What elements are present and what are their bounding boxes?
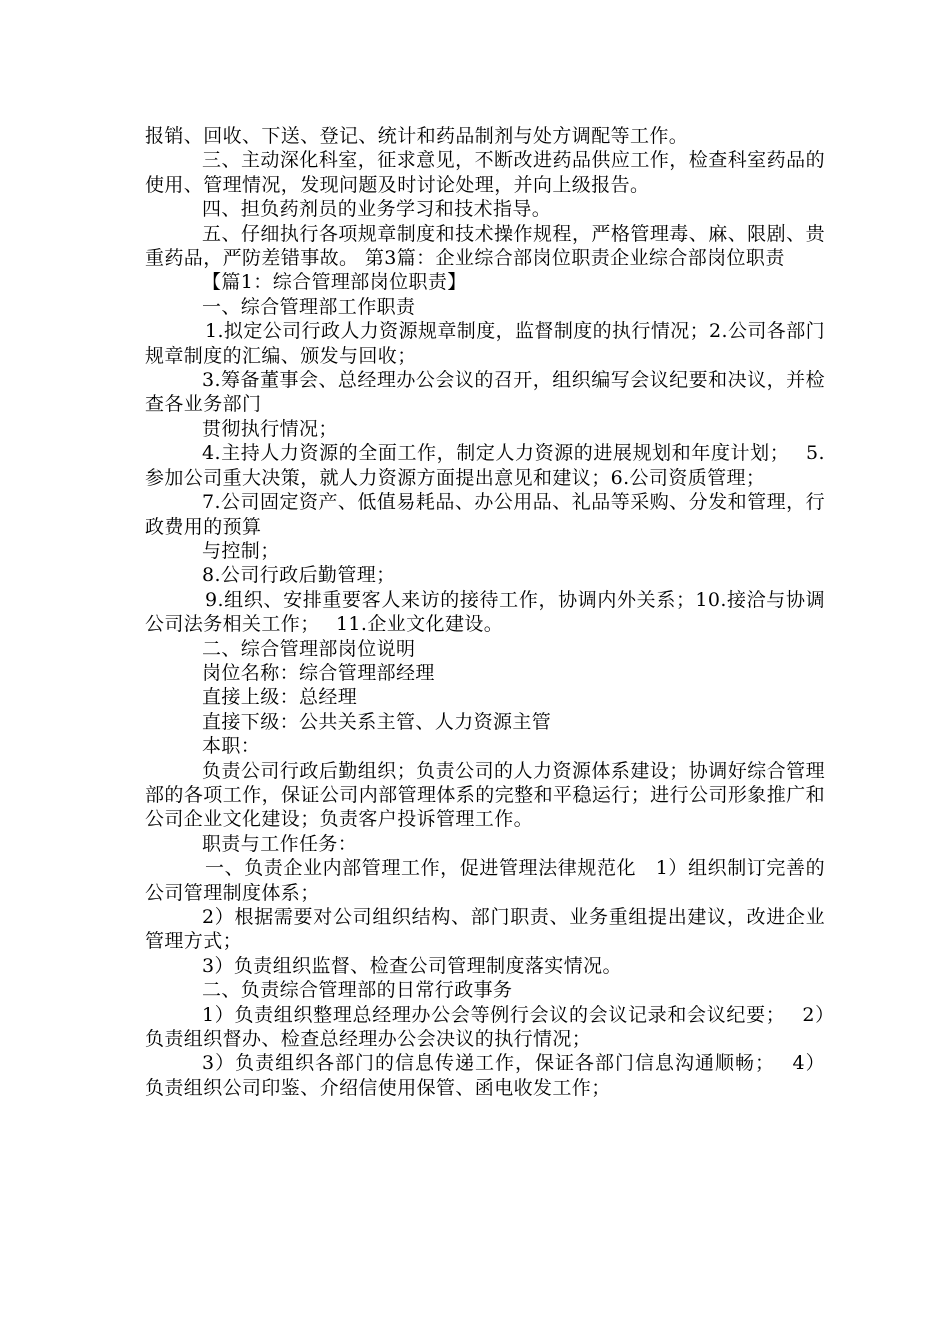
- paragraph: 9.组织、安排重要客人来访的接待工作，协调内外关系；10.接洽与协调公司法务相关工作； 11.企业文化建设。: [145, 588, 825, 636]
- paragraph: 4.主持人力资源的全面工作，制定人力资源的进展规划和年度计划； 5.参加公司重大决策，就人力资源方面提出意见和建议；6.公司资质管理；: [145, 442, 825, 489]
- paragraph: 报销、回收、下送、登记、统计和药品制剂与处方调配等工作。: [145, 125, 689, 147]
- paragraph: 二、负责综合管理部的日常行政事务: [202, 979, 513, 1002]
- paragraph: 岗位名称：综合管理部经理: [202, 661, 435, 684]
- paragraph: 负责公司行政后勤组织；负责公司的人力资源体系建设；协调好综合管理部的各项工作，保证公司内部管理体系的完整和平稳运行；进行公司形象推广和公司企业文化建设；负责客户投诉管理工作。: [145, 759, 825, 831]
- document-body: [145, 124, 825, 1100]
- paragraph: 与控制；: [202, 539, 280, 562]
- paragraph: 【篇1：综合管理部岗位职责】: [202, 271, 467, 294]
- paragraph: 1）负责组织整理总经理办公会等例行会议的会议记录和会议纪要； 2）负责组织督办、检查总经理办公会决议的执行情况；: [145, 1003, 825, 1051]
- paragraph: 3）负责组织监督、检查公司管理制度落实情况。: [202, 954, 622, 977]
- paragraph: 8.公司行政后勤管理；: [202, 564, 396, 587]
- paragraph: 四、担负药剂员的业务学习和技术指导。: [202, 198, 552, 221]
- paragraph: 2）根据需要对公司组织结构、部门职责、业务重组提出建议，改进企业管理方式；: [145, 906, 825, 953]
- paragraph: 3）负责组织各部门的信息传递工作，保证各部门信息沟通顺畅； 4）负责组织公司印鉴、介绍信使用保管、函电收发工作；: [145, 1052, 825, 1099]
- paragraph: 一、负责企业内部管理工作，促进管理法律规范化 1）组织制订完善的公司管理制度体系；: [145, 857, 825, 904]
- paragraph: 一、综合管理部工作职责: [202, 295, 416, 318]
- paragraph: 7.公司固定资产、低值易耗品、办公用品、礼品等采购、分发和管理，行政费用的预算: [145, 491, 825, 538]
- paragraph: 五、仔细执行各项规章制度和技术操作规程，严格管理毒、麻、限剧、贵重药品，严防差错事故。 第3篇：企业综合部岗位职责企业综合部岗位职责: [145, 222, 825, 270]
- paragraph: 三、主动深化科室，征求意见，不断改进药品供应工作，检查科室药品的使用、管理情况，发现问题及时讨论处理，并向上级报告。: [145, 149, 825, 196]
- paragraph: 直接下级：公共关系主管、人力资源主管: [202, 710, 552, 733]
- paragraph: 贯彻执行情况；: [202, 417, 338, 440]
- paragraph: 职责与工作任务：: [202, 832, 358, 855]
- paragraph: 3.筹备董事会、总经理办公会议的召开，组织编写会议纪要和决议，并检查各业务部门: [145, 369, 825, 416]
- paragraph: 1.拟定公司行政人力资源规章制度，监督制度的执行情况；2.公司各部门规章制度的汇编、颁发与回收；: [145, 320, 825, 367]
- paragraph: 本职：: [202, 735, 261, 758]
- paragraph: 二、综合管理部岗位说明: [202, 637, 416, 660]
- paragraph: 直接上级：总经理: [202, 686, 358, 709]
